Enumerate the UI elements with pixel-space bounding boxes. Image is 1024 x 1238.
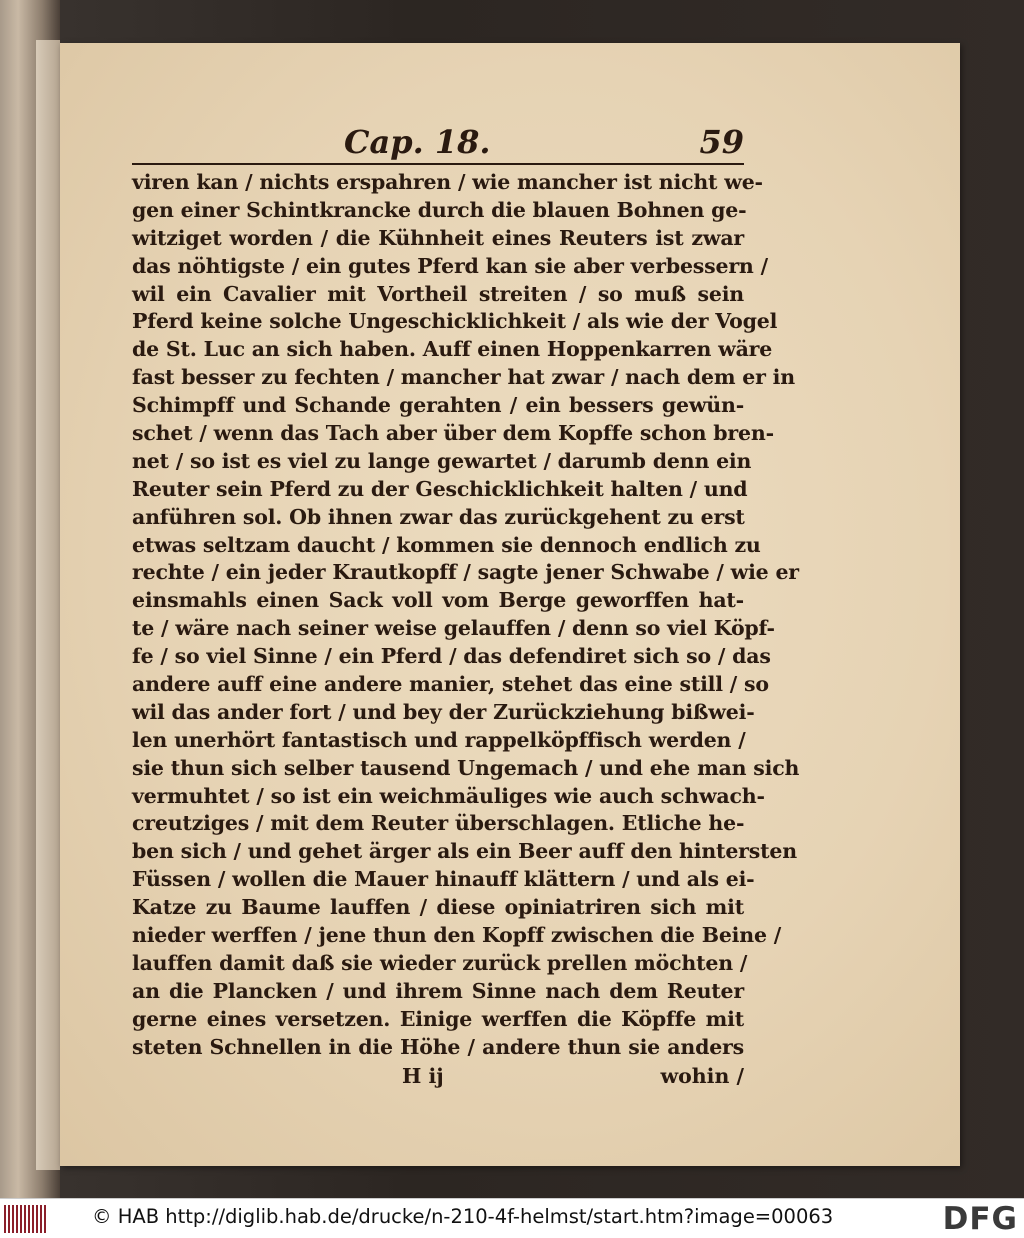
text-line: steten Schnellen in die Höhe / andere thun sie anders [132,1034,744,1059]
text-line: einsmahls einen Sack voll vom Berge geworffen hat- [132,588,744,613]
text-line: fe / so viel Sinne / ein Pferd / das defendiret sich so / das [132,644,771,669]
text-line: gerne eines versetzen. Einige werffen die Köpffe mit [132,1006,744,1031]
dfg-logo: DFG [942,1201,1018,1237]
copyright-link[interactable]: © HAB http://diglib.hab.de/drucke/n-210-4f-helmst/start.htm?image=00063 [92,1205,834,1228]
text-line: lauffen damit daß sie wieder zurück prellen möchten / [132,950,748,975]
text-line: Reuter sein Pferd zu der Geschicklichkeit halten / und [132,476,748,501]
text-block [132,123,800,1094]
text-line: len unerhört fantastisch und rappelköpffisch werden / [132,727,746,752]
text-line: vermuhtet / so ist ein weichmäuliges wie auch schwach- [132,783,765,808]
text-line: an die Plancken / und ihrem Sinne nach dem Reuter [132,978,744,1003]
text-line: gen einer Schintkrancke durch die blauen Bohnen ge- [132,197,747,222]
page-header [132,123,744,161]
previous-page-edge [36,40,60,1170]
text-line: wil das ander fort / und bey der Zurückziehung bißwei- [132,699,755,724]
text-line: Füssen / wollen die Mauer hinauff klättern / und als ei- [132,867,755,892]
body-text [132,169,800,1062]
header-rule [132,163,744,165]
text-line: witziget worden / die Kühnheit eines Reuters ist zwar [132,225,744,250]
footer-bar [0,1198,1024,1238]
text-line: Schimpff und Schande gerahten / ein bessers gewün- [132,393,744,418]
signature-mark: H ij [402,1063,444,1088]
text-line: anführen sol. Ob ihnen zwar das zurückgehent zu erst [132,504,745,529]
text-line: te / wäre nach seiner weise gelauffen / denn so viel Köpf- [132,616,775,641]
running-head: Cap. 18. [344,123,491,161]
text-line: sie thun sich selber tausend Ungemach / und ehe man sich [132,755,800,780]
text-line: andere auff eine andere manier, stehet das eine still / so [132,672,769,697]
catchword: wohin / [660,1063,744,1088]
text-line: net / so ist es viel zu lange gewartet / darumb denn ein [132,448,752,473]
text-line: rechte / ein jeder Krautkopff / sagte jener Schwabe / wie er [132,560,799,585]
page-number: 59 [699,123,744,161]
text-line: etwas seltzam daucht / kommen sie dennoch endlich zu [132,532,761,557]
text-line: wil ein Cavalier mit Vortheil streiten / so muß sein [132,281,744,306]
text-line: ben sich / und gehet ärger als ein Beer auff den hintersten [132,839,797,864]
text-line: Katze zu Baume lauffen / diese opiniatriren sich mit [132,895,744,920]
text-line: fast besser zu fechten / mancher hat zwar / nach dem er in [132,365,795,390]
text-line: das nöhtigste / ein gutes Pferd kan sie aber verbessern / [132,253,768,278]
barcode-icon [4,1205,48,1233]
page-footer [132,1064,744,1094]
text-line: schet / wenn das Tach aber über dem Kopffe schon bren- [132,421,774,446]
text-line: Pferd keine solche Ungeschicklichkeit / als wie der Vogel [132,309,778,334]
text-line: de St. Luc an sich haben. Auff einen Hoppenkarren wäre [132,337,773,362]
book-page [60,43,960,1166]
text-line: viren kan / nichts erspahren / wie mancher ist nicht we- [132,170,763,194]
text-line: nieder werffen / jene thun den Kopff zwischen die Beine / [132,923,782,948]
text-line: creutziges / mit dem Reuter überschlagen. Etliche he- [132,811,745,836]
